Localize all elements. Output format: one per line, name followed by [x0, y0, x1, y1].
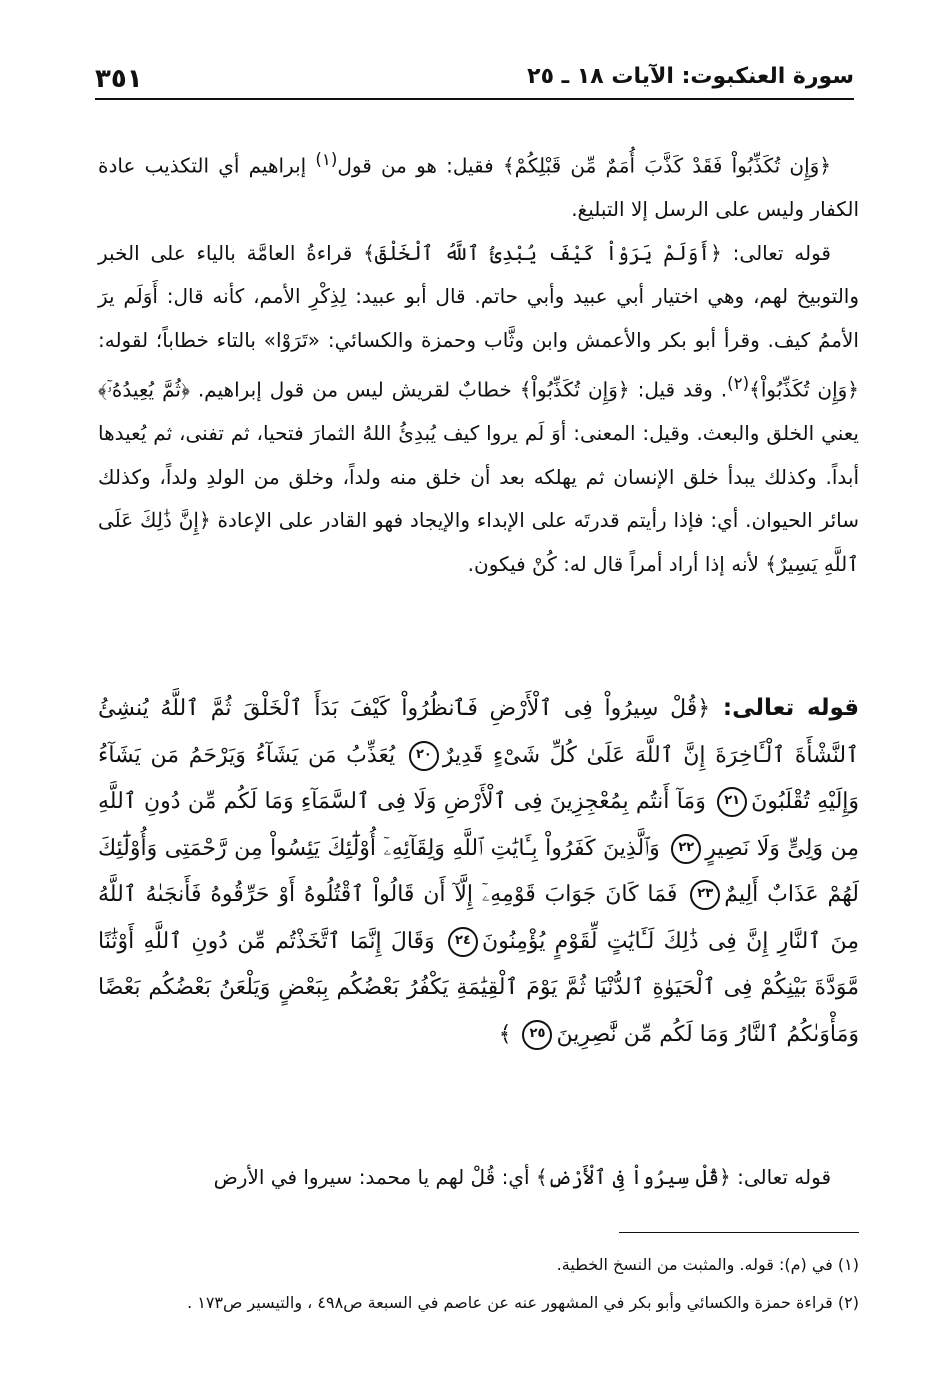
quran-quote: ﴿قُلْ سِيرُواْ فِى ٱلْأَرْضِ﴾	[535, 1165, 731, 1189]
commentary-span: قوله تعالى:	[721, 240, 831, 265]
ayah-number-marker: ٢٢	[671, 834, 701, 864]
footnote-reference: (١)	[315, 150, 338, 169]
ayah-number-marker: ٢٥	[522, 1020, 552, 1050]
verses-body	[98, 696, 859, 1047]
header-divider	[95, 98, 854, 100]
commentary-span: قراءةُ العامَّة بالياء على الخبر والتوبيخ لهم، وهي اختيار أبي عبيد وأبي حاتم. قال أبو عبيد: لِذِكْرِ الأمم، كأنه قال: أَوَلَم يرَ الأممُ كيف. وقرأ أبو بكر والأعمش وابن وثَّاب وحمزة والكسائي: «تَرَوْا» بالتاء خطاباً؛ لقوله:	[98, 240, 859, 352]
paragraph	[98, 138, 859, 232]
verses-paragraph	[98, 685, 859, 1058]
quran-quote: يُعَذِّبُ مَن يَشَآءُ وَيَرْحَمُ مَن يَشَآءُ وَإِلَيْهِ تُقْلَبُونَ	[98, 742, 860, 814]
paragraph	[98, 232, 859, 587]
ayah-number-marker: ٢٤	[448, 927, 478, 957]
quran-quote: وَقَالَ إِنَّمَا ٱتَّخَذْتُم مِّن دُونِ ٱللَّهِ أَوْثَٰنًا مَّوَدَّةَ بَيْنِكُمْ فِى ٱلْحَيَوٰةِ ٱلدُّنْيَا ثُمَّ يَوْمَ ٱلْقِيَٰمَةِ يَكْفُرُ بَعْضُكُم بِبَعْضٍ وَيَلْعَنُ بَعْضُكُم بَعْضًا وَمَأْوَىٰكُمُ ٱلنَّارُ وَمَا لَكُم مِّن نَّٰصِرِينَ	[98, 928, 859, 1047]
footnote: (٢) قراءة حمزة والكسائي وأبو بكر في المشهور عنه عن عاصم في السبعة ص٤٩٨ ، والتيسير ص١٧٣ .	[187, 1293, 859, 1312]
quran-quote: وَٱلَّذِينَ كَفَرُواْ بِـَٔايَٰتِ ٱللَّهِ وَلِقَآئِهِۦٓ أُوْلَٰٓئِكَ يَئِسُواْ مِن رَّحْمَتِى وَأُوْلَٰٓئِكَ لَهُمْ عَذَابٌ أَلِيمٌ	[98, 835, 859, 907]
quran-quote: ﴿أَوَلَمْ يَرَوْاْ كَيْفَ يُبْدِئُ ٱللَّهُ ٱلْخَلْقَ﴾	[363, 240, 722, 265]
quran-quote: وَمَآ أَنتُم بِمُعْجِزِينَ فِى ٱلْأَرْضِ وَلَا فِى ٱلسَّمَآءِ وَمَا لَكُم مِّن دُونِ ٱللَّهِ مِن وَلِىٍّ وَلَا نَصِيرٍ	[98, 789, 859, 861]
footnote: (١) في (م): قوله. والمثبت من النسخ الخطية.	[556, 1255, 859, 1274]
commentary-span: يعني الخلق والبعث. وقيل: المعنى: أوَ لَم يروا كيف يُبدِئُ اللهُ الثمارَ فتحيا، ثم تفنى، ثم يُعيدها أبداً. وكذلك يبدأ خلق الإنسان ثم يهلكه بعد أن خلق منه ولداً، وخلق من الولدِ ولداً، وكذلك سائر الحيوان. أي: فإذا رأيتم قدرتَه على الإبداء والإيجاد فهو القادر على الإعادة	[98, 421, 859, 533]
commentary-span: خطابٌ لقريش ليس من قول إبراهيم.	[189, 377, 520, 402]
surah-header-title: سورة العنكبوت: الآيات ١٨ ـ ٢٥	[527, 64, 854, 89]
quran-quote: ﴿وَإِن تُكَذِّبُواْ﴾	[519, 377, 630, 402]
verses-lead-label: قوله تعالى:	[710, 695, 860, 721]
commentary-span: فقيل: هو من قول	[337, 153, 503, 178]
ayah-number-marker: ٢١	[717, 787, 747, 817]
quran-quote: ﴿وَإِن تُكَذِّبُواْ﴾	[749, 377, 860, 402]
commentary-span: قوله تعالى:	[730, 1165, 831, 1189]
quran-quote: فَمَا كَانَ جَوَابَ قَوْمِهِۦٓ إِلَّآ أَن قَالُواْ ٱقْتُلُوهُ أَوْ حَرِّقُوهُ فَأَنجَىٰهُ ٱللَّهُ مِنَ ٱلنَّارِ إِنَّ فِى ذَٰلِكَ لَـَٔايَٰتٍ لِّقَوْمٍ يُؤْمِنُونَ	[98, 882, 859, 954]
commentary-text	[98, 138, 859, 586]
page-header	[95, 62, 854, 102]
commentary-span: . وقد قيل:	[629, 377, 728, 402]
quran-quote: ﴿إِنَّ ذَٰلِكَ عَلَى ٱللَّهِ يَسِيرٌ﴾	[98, 508, 859, 576]
commentary-continuation	[98, 1156, 859, 1199]
footnotes	[98, 1246, 859, 1322]
commentary-span: إبراهيم أي التكذيب عادة الكفار وليس على الرسل إلا التبليغ.	[98, 153, 859, 222]
quran-quote: ﴿ثُمَّ يُعِيدُهُۥٓ﴾	[98, 377, 190, 402]
commentary-span: لأنه إذا أراد أمراً قال له: كُنْ فيكون.	[467, 551, 766, 576]
page-number: ٣٥١	[95, 64, 143, 94]
footnote-reference: (٢)	[727, 374, 750, 394]
ayah-number-marker: ٢٠	[409, 741, 439, 771]
quran-quote: ﴾	[498, 1021, 512, 1047]
footnote-divider	[619, 1232, 859, 1233]
quran-verses-block	[98, 685, 859, 1058]
ayah-number-marker: ٢٣	[690, 880, 720, 910]
quran-quote: ﴿وَإِن تُكَذِّبُواْ فَقَدْ كَذَّبَ أُمَمٌ مِّن قَبْلِكُمْ﴾	[502, 153, 831, 178]
commentary-span: أي: قُلْ لهم يا محمد: سيروا في الأرض	[213, 1165, 536, 1189]
quran-quote: ﴿قُلْ سِيرُواْ فِى ٱلْأَرْضِ فَٱنظُرُواْ كَيْفَ بَدَأَ ٱلْخَلْقَ ثُمَّ ٱللَّهُ يُنشِئُ ٱلنَّشْأَةَ ٱلْـَٔاخِرَةَ إِنَّ ٱللَّهَ عَلَىٰ كُلِّ شَىْءٍ قَدِيرٌ	[98, 696, 859, 768]
